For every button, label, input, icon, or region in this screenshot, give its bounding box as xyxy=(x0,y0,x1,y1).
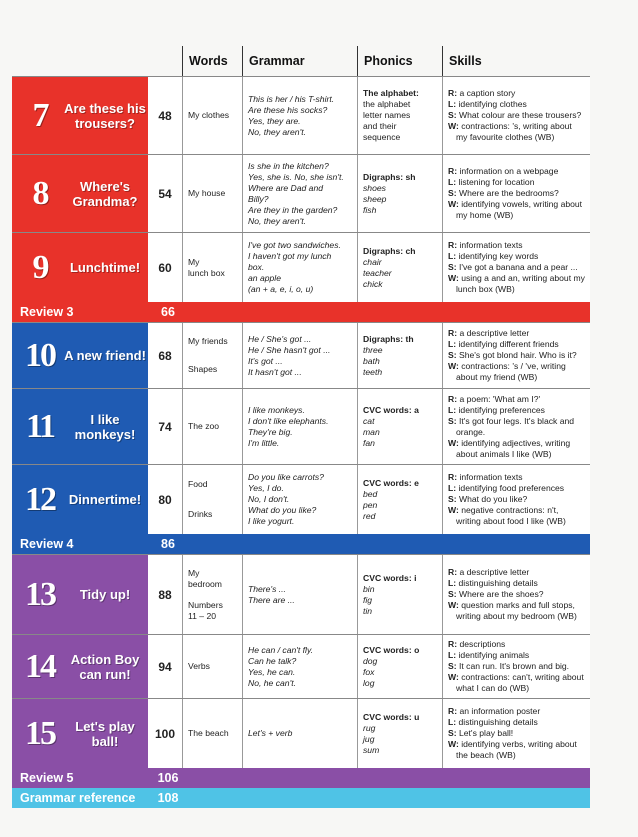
skill-line xyxy=(448,672,585,694)
unit-banner[interactable] xyxy=(12,389,148,464)
skill-line xyxy=(448,350,585,361)
phonics-item: jug xyxy=(363,733,375,744)
contents-table xyxy=(12,46,590,808)
skill-text: identifying key words xyxy=(458,251,539,261)
skill-line xyxy=(448,728,585,739)
phonics-cell xyxy=(357,635,442,698)
skills-cell xyxy=(442,77,590,154)
table-body xyxy=(12,76,590,808)
grammar-line: He can / can't fly. xyxy=(248,644,314,655)
unit-row xyxy=(12,232,590,302)
skill-line xyxy=(448,438,585,460)
words-cell xyxy=(182,233,242,302)
skill-code: S: xyxy=(448,350,457,360)
grammar-line: I'm little. xyxy=(248,437,280,448)
words-line: My clothes xyxy=(188,110,230,120)
skill-line xyxy=(448,650,585,661)
skill-text: contractions: can't, writing about what I can do (WB) xyxy=(456,672,584,693)
unit-title: Action Boy can run! xyxy=(70,651,140,682)
skill-line xyxy=(448,188,585,199)
skill-code: L: xyxy=(448,483,457,493)
skill-line xyxy=(448,177,585,188)
words-line: The zoo xyxy=(188,421,220,431)
words-line: 11 – 20 xyxy=(188,610,217,621)
skills-cell xyxy=(442,323,590,388)
words-cell xyxy=(182,155,242,232)
skill-code: S: xyxy=(448,728,457,738)
review-bar[interactable] xyxy=(12,534,590,554)
phonics-item: sequence xyxy=(363,132,401,142)
grammar-cell xyxy=(242,635,357,698)
skills-cell xyxy=(442,635,590,698)
skill-text: contractions: 's, writing about my favourite clothes (WB) xyxy=(456,121,572,142)
skill-line xyxy=(448,578,585,589)
skill-text: using a and an, writing about my lunch box (WB) xyxy=(456,273,585,294)
unit-title: A new friend! xyxy=(64,348,146,363)
phonics-item: three xyxy=(363,344,383,355)
review-page: 106 xyxy=(157,771,179,785)
unit-row xyxy=(12,698,590,768)
skill-code: W: xyxy=(448,437,459,448)
grammar-line: (an + a, e, i, o, u) xyxy=(248,284,314,294)
unit-number: 11 xyxy=(25,407,55,445)
grammar-cell xyxy=(242,323,357,388)
skill-code: L: xyxy=(448,99,457,109)
review-page: 86 xyxy=(161,537,175,551)
skills-cell xyxy=(442,389,590,464)
grammar-line: I've got two sandwiches. xyxy=(248,240,341,250)
unit-banner[interactable] xyxy=(12,323,148,388)
grammar-cell xyxy=(242,389,357,464)
skill-text: a descriptive letter xyxy=(459,328,530,338)
unit-page-number[interactable]: 88 xyxy=(148,555,182,634)
phonics-item: shoes xyxy=(363,182,386,193)
grammar-line: It's got ... xyxy=(248,355,283,366)
phonics-heading: CVC words: o xyxy=(363,644,420,655)
skills-cell xyxy=(442,465,590,534)
skill-line xyxy=(448,494,585,505)
phonics-heading: CVC words: i xyxy=(363,572,417,583)
skill-code: S: xyxy=(448,661,457,671)
skills-cell xyxy=(442,155,590,232)
unit-title: Tidy up! xyxy=(79,587,131,602)
phonics-item: fox xyxy=(363,666,375,677)
phonics-item: teeth xyxy=(363,366,383,377)
skill-text: What colour are these trousers? xyxy=(458,110,582,120)
unit-page-number[interactable]: 68 xyxy=(148,323,182,388)
skill-code: L: xyxy=(448,251,457,261)
review-page: 66 xyxy=(161,305,175,319)
skill-text: a poem: 'What am I?' xyxy=(459,393,541,404)
skill-code: W: xyxy=(448,121,459,131)
phonics-item: log xyxy=(363,677,375,688)
review-label: Review 5 xyxy=(20,771,74,785)
words-line: My friends xyxy=(188,335,228,346)
skill-code: S: xyxy=(448,188,457,198)
skill-text: identifying food preferences xyxy=(458,483,565,493)
words-cell xyxy=(182,555,242,634)
skill-line xyxy=(448,99,585,110)
skill-code: R: xyxy=(448,706,458,716)
phonics-item: chair xyxy=(363,256,382,267)
skill-code: R: xyxy=(448,240,458,250)
unit-title: Where's Grandma? xyxy=(72,178,138,209)
skill-text: an information poster xyxy=(459,706,541,716)
grammar-line: Are they in the garden? xyxy=(248,204,338,215)
grammar-line: No, they aren't. xyxy=(248,126,307,137)
skill-line xyxy=(448,199,585,221)
grammar-line: Yes, I do. xyxy=(248,483,284,493)
skill-text: I've got a banana and a pear ... xyxy=(458,262,578,272)
unit-number: 8 xyxy=(32,174,48,212)
grammar-line: I like monkeys. xyxy=(248,404,305,415)
unit-number: 15 xyxy=(25,714,55,752)
skill-line xyxy=(448,639,585,650)
unit-number: 9 xyxy=(32,248,48,286)
unit-banner[interactable] xyxy=(12,77,148,154)
grammar-cell xyxy=(242,555,357,634)
phonics-cell xyxy=(357,699,442,768)
skill-code: R: xyxy=(448,88,458,98)
skill-code: S: xyxy=(448,494,457,504)
words-line: Numbers xyxy=(188,599,223,610)
skill-code: L: xyxy=(448,404,457,415)
skill-code: S: xyxy=(448,589,457,599)
skill-line xyxy=(448,661,585,672)
phonics-item: bin xyxy=(363,583,375,594)
phonics-item: the alphabet xyxy=(363,99,411,109)
phonics-heading: CVC words: e xyxy=(363,477,419,488)
skill-line xyxy=(448,394,585,405)
skill-code: R: xyxy=(448,472,458,482)
skill-code: W: xyxy=(448,505,459,515)
unit-page-number[interactable]: 54 xyxy=(148,155,182,232)
header-phonics: Phonics xyxy=(357,46,442,76)
unit-banner[interactable] xyxy=(12,155,148,232)
skill-code: W: xyxy=(448,199,459,209)
skill-text: information texts xyxy=(459,472,523,482)
skill-text: She's got blond hair. Who is it? xyxy=(458,350,577,360)
skill-line xyxy=(448,405,585,416)
skill-text: distinguishing details xyxy=(458,717,538,727)
skill-code: R: xyxy=(448,567,458,577)
skill-text: It's got four legs. It's black and orange. xyxy=(456,415,575,437)
phonics-item: bed xyxy=(363,488,378,499)
grammar-cell xyxy=(242,233,357,302)
skills-cell xyxy=(442,555,590,634)
grammar-reference-label: Grammar reference xyxy=(20,791,136,805)
unit-page-number[interactable]: 80 xyxy=(148,465,182,534)
grammar-line: box. xyxy=(248,262,265,272)
grammar-cell xyxy=(242,155,357,232)
phonics-item: and their xyxy=(363,121,397,131)
skill-code: S: xyxy=(448,415,457,426)
grammar-line: No, I don't. xyxy=(248,494,290,504)
grammar-line: I haven't got my lunch xyxy=(248,251,332,261)
phonics-heading: CVC words: a xyxy=(363,404,419,415)
words-cell xyxy=(182,389,242,464)
skill-code: W: xyxy=(448,273,459,283)
unit-row xyxy=(12,76,590,154)
phonics-cell xyxy=(357,389,442,464)
phonics-item: fig xyxy=(363,594,373,605)
skill-line xyxy=(448,717,585,728)
skill-text: a caption story xyxy=(459,88,516,98)
phonics-item: sum xyxy=(363,744,380,755)
phonics-item: man xyxy=(363,426,380,437)
unit-page-number[interactable]: 60 xyxy=(148,233,182,302)
words-line: My xyxy=(188,256,200,267)
grammar-line: Is she in the kitchen? xyxy=(248,160,329,171)
skill-text: Where are the bedrooms? xyxy=(458,188,559,198)
skill-code: W: xyxy=(448,672,459,682)
grammar-line: They're big. xyxy=(248,426,293,437)
review-label: Review 4 xyxy=(20,537,74,551)
phonics-item: fish xyxy=(363,204,377,215)
grammar-line: This is her / his T-shirt. xyxy=(248,93,335,104)
skill-line xyxy=(448,251,585,262)
phonics-item: letter names xyxy=(363,110,411,120)
skill-code: L: xyxy=(448,717,457,727)
words-line: Shapes xyxy=(188,364,218,375)
grammar-line: No, he can't. xyxy=(248,677,296,688)
phonics-cell xyxy=(357,155,442,232)
phonics-heading: The alphabet: xyxy=(363,88,419,98)
skill-line xyxy=(448,273,585,295)
skill-code: W: xyxy=(448,739,459,749)
unit-page-number[interactable]: 94 xyxy=(148,635,182,698)
unit-row xyxy=(12,322,590,388)
grammar-line: There's ... xyxy=(248,583,286,594)
skill-line xyxy=(448,505,585,527)
grammar-cell xyxy=(242,77,357,154)
skill-line xyxy=(448,88,585,99)
grammar-line: What do you like? xyxy=(248,505,317,515)
unit-page-number[interactable]: 48 xyxy=(148,77,182,154)
grammar-line: He / She's got ... xyxy=(248,333,312,344)
skill-code: L: xyxy=(448,177,457,187)
unit-banner[interactable] xyxy=(12,555,148,634)
skill-text: identifying preferences xyxy=(458,404,545,415)
grammar-line: No, they aren't. xyxy=(248,215,307,226)
skill-text: It can run. It's brown and big. xyxy=(458,661,570,671)
grammar-line: Yes, she is. No, she isn't. xyxy=(248,171,344,182)
header-words: Words xyxy=(182,46,242,76)
skill-text: Let's play ball! xyxy=(458,728,514,738)
grammar-line: Billy? xyxy=(248,193,269,204)
header-grammar: Grammar xyxy=(242,46,357,76)
unit-row xyxy=(12,634,590,698)
skill-code: R: xyxy=(448,166,458,176)
skill-text: information on a webpage xyxy=(459,166,559,176)
unit-number: 7 xyxy=(32,96,48,134)
phonics-cell xyxy=(357,465,442,534)
unit-number: 14 xyxy=(25,647,55,685)
grammar-line: I like yogurt. xyxy=(248,516,295,526)
skill-text: identifying different friends xyxy=(458,339,559,349)
unit-banner[interactable] xyxy=(12,465,148,534)
skill-line xyxy=(448,166,585,177)
grammar-line: I don't like elephants. xyxy=(248,415,329,426)
header-spacer xyxy=(12,46,182,76)
words-line: bedroom xyxy=(188,578,222,589)
skill-line xyxy=(448,240,585,251)
unit-row xyxy=(12,388,590,464)
skill-text: What do you like? xyxy=(458,494,528,504)
phonics-cell xyxy=(357,323,442,388)
unit-banner[interactable] xyxy=(12,699,148,768)
unit-row xyxy=(12,464,590,534)
unit-title: Dinnertime! xyxy=(68,492,142,507)
grammar-line: Yes, he can. xyxy=(248,666,296,677)
skills-cell xyxy=(442,699,590,768)
skill-text: information texts xyxy=(459,240,523,250)
skill-line xyxy=(448,110,585,121)
review-bar[interactable] xyxy=(12,768,590,788)
phonics-heading: Digraphs: sh xyxy=(363,171,416,182)
skill-code: S: xyxy=(448,110,457,120)
unit-title: Let's play ball! xyxy=(75,718,135,749)
grammar-line: an apple xyxy=(248,273,281,283)
grammar-line: Yes, they are. xyxy=(248,115,301,126)
skill-text: identifying animals xyxy=(458,650,530,660)
words-line: My xyxy=(188,567,200,578)
grammar-line: Where are Dad and xyxy=(248,182,323,193)
skill-text: identifying verbs, writing about the beach (WB) xyxy=(456,739,577,760)
skill-text: distinguishing details xyxy=(458,578,538,588)
words-line: The beach xyxy=(188,728,229,738)
phonics-item: cat xyxy=(363,415,375,426)
skill-line xyxy=(448,483,585,494)
unit-banner[interactable] xyxy=(12,635,148,698)
phonics-item: fan xyxy=(363,437,375,448)
unit-number: 10 xyxy=(25,336,55,374)
unit-title: I like monkeys! xyxy=(74,411,136,442)
grammar-line: Do you like carrots? xyxy=(248,472,324,482)
phonics-item: teacher xyxy=(363,267,392,278)
skill-text: negative contractions: n't, writing about food I like (WB) xyxy=(456,505,566,526)
skill-line xyxy=(448,472,585,483)
skill-line xyxy=(448,121,585,143)
skill-code: W: xyxy=(448,600,459,610)
skill-code: L: xyxy=(448,650,457,660)
grammar-line: He / She hasn't got ... xyxy=(248,344,331,355)
skill-text: identifying adjectives, writing about animals I like (WB) xyxy=(456,437,571,459)
skill-line xyxy=(448,262,585,273)
words-line: Verbs xyxy=(188,661,210,671)
skill-text: Where are the shoes? xyxy=(458,589,544,599)
skill-text: contractions: 's / 've, writing about my friend (WB) xyxy=(456,361,566,382)
phonics-item: tin xyxy=(363,605,373,616)
skill-code: L: xyxy=(448,578,457,588)
words-cell xyxy=(182,323,242,388)
skill-code: W: xyxy=(448,361,459,371)
skill-text: identifying vowels, writing about my home (WB) xyxy=(456,199,583,220)
phonics-item: sheep xyxy=(363,193,387,204)
phonics-item: bath xyxy=(363,355,380,366)
skill-line xyxy=(448,328,585,339)
phonics-item: red xyxy=(363,510,376,521)
grammar-line: There are ... xyxy=(248,594,295,605)
phonics-item: dog xyxy=(363,655,378,666)
grammar-line: Let's + verb xyxy=(248,728,293,738)
skill-line xyxy=(448,361,585,383)
skill-code: S: xyxy=(448,262,457,272)
words-cell xyxy=(182,635,242,698)
skill-line xyxy=(448,706,585,717)
unit-banner[interactable] xyxy=(12,233,148,302)
words-line: lunch box xyxy=(188,267,225,278)
skill-line xyxy=(448,416,585,438)
unit-title: Are these his trousers? xyxy=(64,100,146,131)
skill-line xyxy=(448,339,585,350)
phonics-heading: Digraphs: ch xyxy=(363,245,416,256)
phonics-item: pen xyxy=(363,499,378,510)
words-line: My house xyxy=(188,188,226,198)
skill-text: descriptions xyxy=(459,639,506,649)
unit-number: 12 xyxy=(25,480,55,518)
review-bar[interactable] xyxy=(12,302,590,322)
skill-line xyxy=(448,739,585,761)
unit-page-number[interactable]: 100 xyxy=(148,699,182,768)
phonics-cell xyxy=(357,233,442,302)
unit-page-number[interactable]: 74 xyxy=(148,389,182,464)
table-header xyxy=(12,46,590,76)
skill-line xyxy=(448,567,585,578)
skill-line xyxy=(448,589,585,600)
skill-text: identifying clothes xyxy=(458,99,527,109)
review-label: Review 3 xyxy=(20,305,74,319)
words-line: Food xyxy=(188,478,208,489)
skill-text: question marks and full stops, writing about my bedroom (WB) xyxy=(456,600,577,621)
skill-line xyxy=(448,600,585,622)
header-skills: Skills xyxy=(442,46,590,76)
phonics-heading: CVC words: u xyxy=(363,711,420,722)
skill-code: R: xyxy=(448,639,458,649)
phonics-item: chick xyxy=(363,278,383,289)
words-cell xyxy=(182,699,242,768)
unit-number: 13 xyxy=(25,575,55,613)
skill-code: R: xyxy=(448,328,458,338)
skill-code: R: xyxy=(448,393,458,404)
grammar-line: Can he talk? xyxy=(248,655,297,666)
skill-text: a descriptive letter xyxy=(459,567,530,577)
phonics-cell xyxy=(357,555,442,634)
grammar-cell xyxy=(242,465,357,534)
grammar-reference-bar[interactable] xyxy=(12,788,590,808)
unit-row xyxy=(12,154,590,232)
words-cell xyxy=(182,77,242,154)
grammar-cell xyxy=(242,699,357,768)
unit-title: Lunchtime! xyxy=(69,260,141,275)
grammar-line: Are these his socks? xyxy=(248,104,328,115)
phonics-item: rug xyxy=(363,722,376,733)
words-line: Drinks xyxy=(188,509,213,520)
skill-code: L: xyxy=(448,339,457,349)
skill-text: listening for location xyxy=(458,177,535,187)
grammar-reference-page: 108 xyxy=(157,791,179,805)
unit-row xyxy=(12,554,590,634)
phonics-cell xyxy=(357,77,442,154)
words-cell xyxy=(182,465,242,534)
phonics-heading: Digraphs: th xyxy=(363,333,414,344)
skills-cell xyxy=(442,233,590,302)
grammar-line: It hasn't got ... xyxy=(248,366,302,377)
